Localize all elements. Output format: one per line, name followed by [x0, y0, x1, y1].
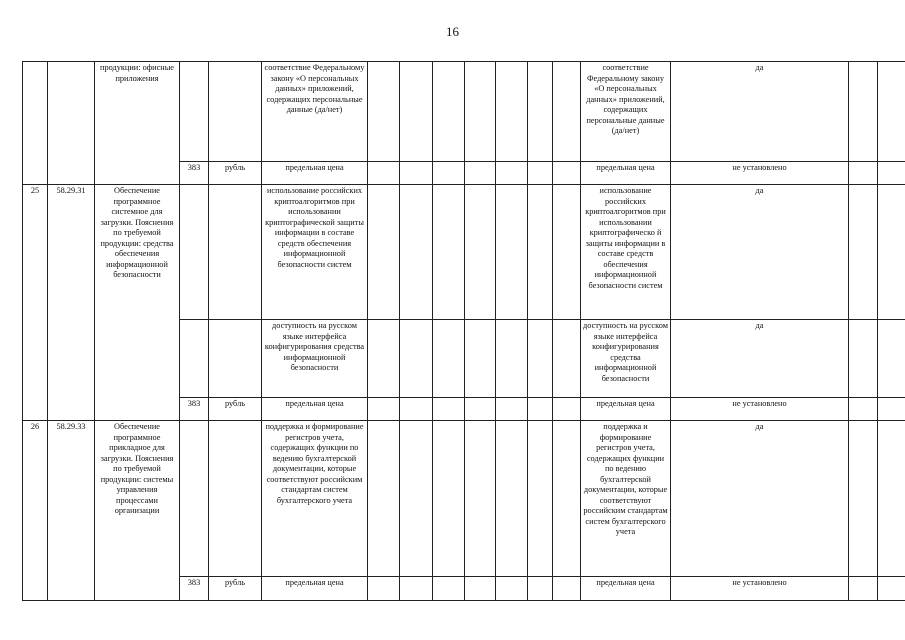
approved-value-cell: не установлено [671, 398, 849, 421]
value-cell [368, 421, 400, 577]
empty-cell [496, 162, 528, 185]
empty-cell [496, 185, 528, 320]
empty-cell [553, 62, 581, 162]
empty-cell [433, 162, 465, 185]
page-number: 16 [446, 24, 459, 39]
approved-characteristic-cell: доступность на русском языке интерфейса конфигурирования средства информационной безопасности [581, 320, 671, 398]
okpd-code-cell: 58.29.31 [48, 185, 95, 421]
row-number-cell: 26 [23, 421, 48, 601]
empty-cell [528, 320, 553, 398]
unit-name-cell: рубль [209, 162, 262, 185]
empty-cell [553, 320, 581, 398]
approved-characteristic-cell: предельная цена [581, 577, 671, 601]
approved-characteristic-cell: предельная цена [581, 162, 671, 185]
characteristic-cell: предельная цена [262, 398, 368, 421]
empty-cell [528, 162, 553, 185]
empty-cell [849, 162, 878, 185]
empty-cell [878, 421, 905, 577]
empty-cell [528, 577, 553, 601]
table-row [23, 62, 905, 162]
product-name-cell: Обеспечение программное прикладное для загрузки. Пояснения по требуемой продукции: системы управления процессами организации [95, 421, 180, 601]
empty-cell [400, 320, 433, 398]
value-cell [368, 320, 400, 398]
empty-cell [553, 185, 581, 320]
product-name-cell: продукции: офисные приложения [95, 62, 180, 185]
table-row [23, 421, 905, 577]
characteristic-cell: предельная цена [262, 162, 368, 185]
unit-code-cell: 383 [180, 162, 209, 185]
empty-cell [849, 185, 878, 320]
empty-cell [878, 320, 905, 398]
characteristic-cell: доступность на русском языке интерфейса конфигурирования средства информационной безопасности [262, 320, 368, 398]
characteristic-cell: использование российских криптоалгоритмов при использовании криптографической защиты информации в составе средств обеспечения информационной безопасности систем [262, 185, 368, 320]
approved-characteristic-cell: использование российских криптоалгоритмов при использовании криптографическо й защиты информации в составе средств обеспечения информационной безопасности систем [581, 185, 671, 320]
unit-name-cell: рубль [209, 577, 262, 601]
empty-cell [400, 185, 433, 320]
empty-cell [400, 62, 433, 162]
unit-code-cell [180, 421, 209, 577]
empty-cell [465, 577, 496, 601]
empty-cell [528, 421, 553, 577]
empty-cell [465, 320, 496, 398]
empty-cell [465, 62, 496, 162]
empty-cell [849, 320, 878, 398]
approved-value-cell: да [671, 320, 849, 398]
empty-cell [496, 421, 528, 577]
unit-name-cell [209, 320, 262, 398]
characteristic-cell: предельная цена [262, 577, 368, 601]
empty-cell [553, 421, 581, 577]
empty-cell [465, 185, 496, 320]
requirements-table [22, 61, 905, 601]
approved-value-cell: не установлено [671, 577, 849, 601]
empty-cell [878, 577, 905, 601]
characteristic-cell: поддержка и формирование регистров учета, содержащих функции по ведению бухгалтерской документации, которые соответствуют российским стандартам систем бухгалтерского учета [262, 421, 368, 577]
approved-value-cell: да [671, 185, 849, 320]
empty-cell [400, 421, 433, 577]
okpd-code-cell [48, 62, 95, 185]
empty-cell [433, 185, 465, 320]
empty-cell [496, 62, 528, 162]
empty-cell [400, 398, 433, 421]
value-cell [368, 162, 400, 185]
empty-cell [465, 398, 496, 421]
unit-name-cell [209, 185, 262, 320]
empty-cell [553, 162, 581, 185]
empty-cell [465, 421, 496, 577]
empty-cell [849, 62, 878, 162]
empty-cell [528, 398, 553, 421]
empty-cell [553, 577, 581, 601]
okpd-code-cell: 58.29.33 [48, 421, 95, 601]
empty-cell [433, 577, 465, 601]
empty-cell [496, 398, 528, 421]
empty-cell [496, 320, 528, 398]
approved-characteristic-cell: предельная цена [581, 398, 671, 421]
unit-code-cell [180, 185, 209, 320]
unit-code-cell [180, 320, 209, 398]
product-name-cell: Обеспечение программное системное для загрузки. Пояснения по требуемой продукции: средства обеспечения информационной безопасности [95, 185, 180, 421]
approved-value-cell: да [671, 62, 849, 162]
unit-code-cell: 383 [180, 398, 209, 421]
empty-cell [878, 162, 905, 185]
empty-cell [553, 398, 581, 421]
unit-code-cell [180, 62, 209, 162]
empty-cell [878, 185, 905, 320]
value-cell [368, 577, 400, 601]
approved-characteristic-cell: поддержка и формирование регистров учета, содержащих функции по ведению бухгалтерской документации, которые соответствуют российским стандартам систем бухгалтерского учета [581, 421, 671, 577]
approved-value-cell: не установлено [671, 162, 849, 185]
empty-cell [400, 577, 433, 601]
value-cell [368, 185, 400, 320]
empty-cell [528, 62, 553, 162]
empty-cell [878, 398, 905, 421]
unit-name-cell [209, 421, 262, 577]
empty-cell [849, 398, 878, 421]
empty-cell [849, 421, 878, 577]
empty-cell [849, 577, 878, 601]
row-number-cell [23, 62, 48, 185]
value-cell [368, 398, 400, 421]
value-cell [368, 62, 400, 162]
characteristic-cell: соответствие Федеральному закону «О персональных данных» приложений, содержащих персональные данные (да/нет) [262, 62, 368, 162]
unit-name-cell: рубль [209, 398, 262, 421]
approved-characteristic-cell: соответствие Федеральному закону «О персональных данных» приложений, содержащих персональные данные (да/нет) [581, 62, 671, 162]
empty-cell [433, 62, 465, 162]
unit-name-cell [209, 62, 262, 162]
empty-cell [465, 162, 496, 185]
empty-cell [528, 185, 553, 320]
table-row [23, 185, 905, 320]
empty-cell [400, 162, 433, 185]
empty-cell [433, 421, 465, 577]
row-number-cell: 25 [23, 185, 48, 421]
empty-cell [433, 320, 465, 398]
empty-cell [496, 577, 528, 601]
approved-value-cell: да [671, 421, 849, 577]
empty-cell [433, 398, 465, 421]
empty-cell [878, 62, 905, 162]
unit-code-cell: 383 [180, 577, 209, 601]
